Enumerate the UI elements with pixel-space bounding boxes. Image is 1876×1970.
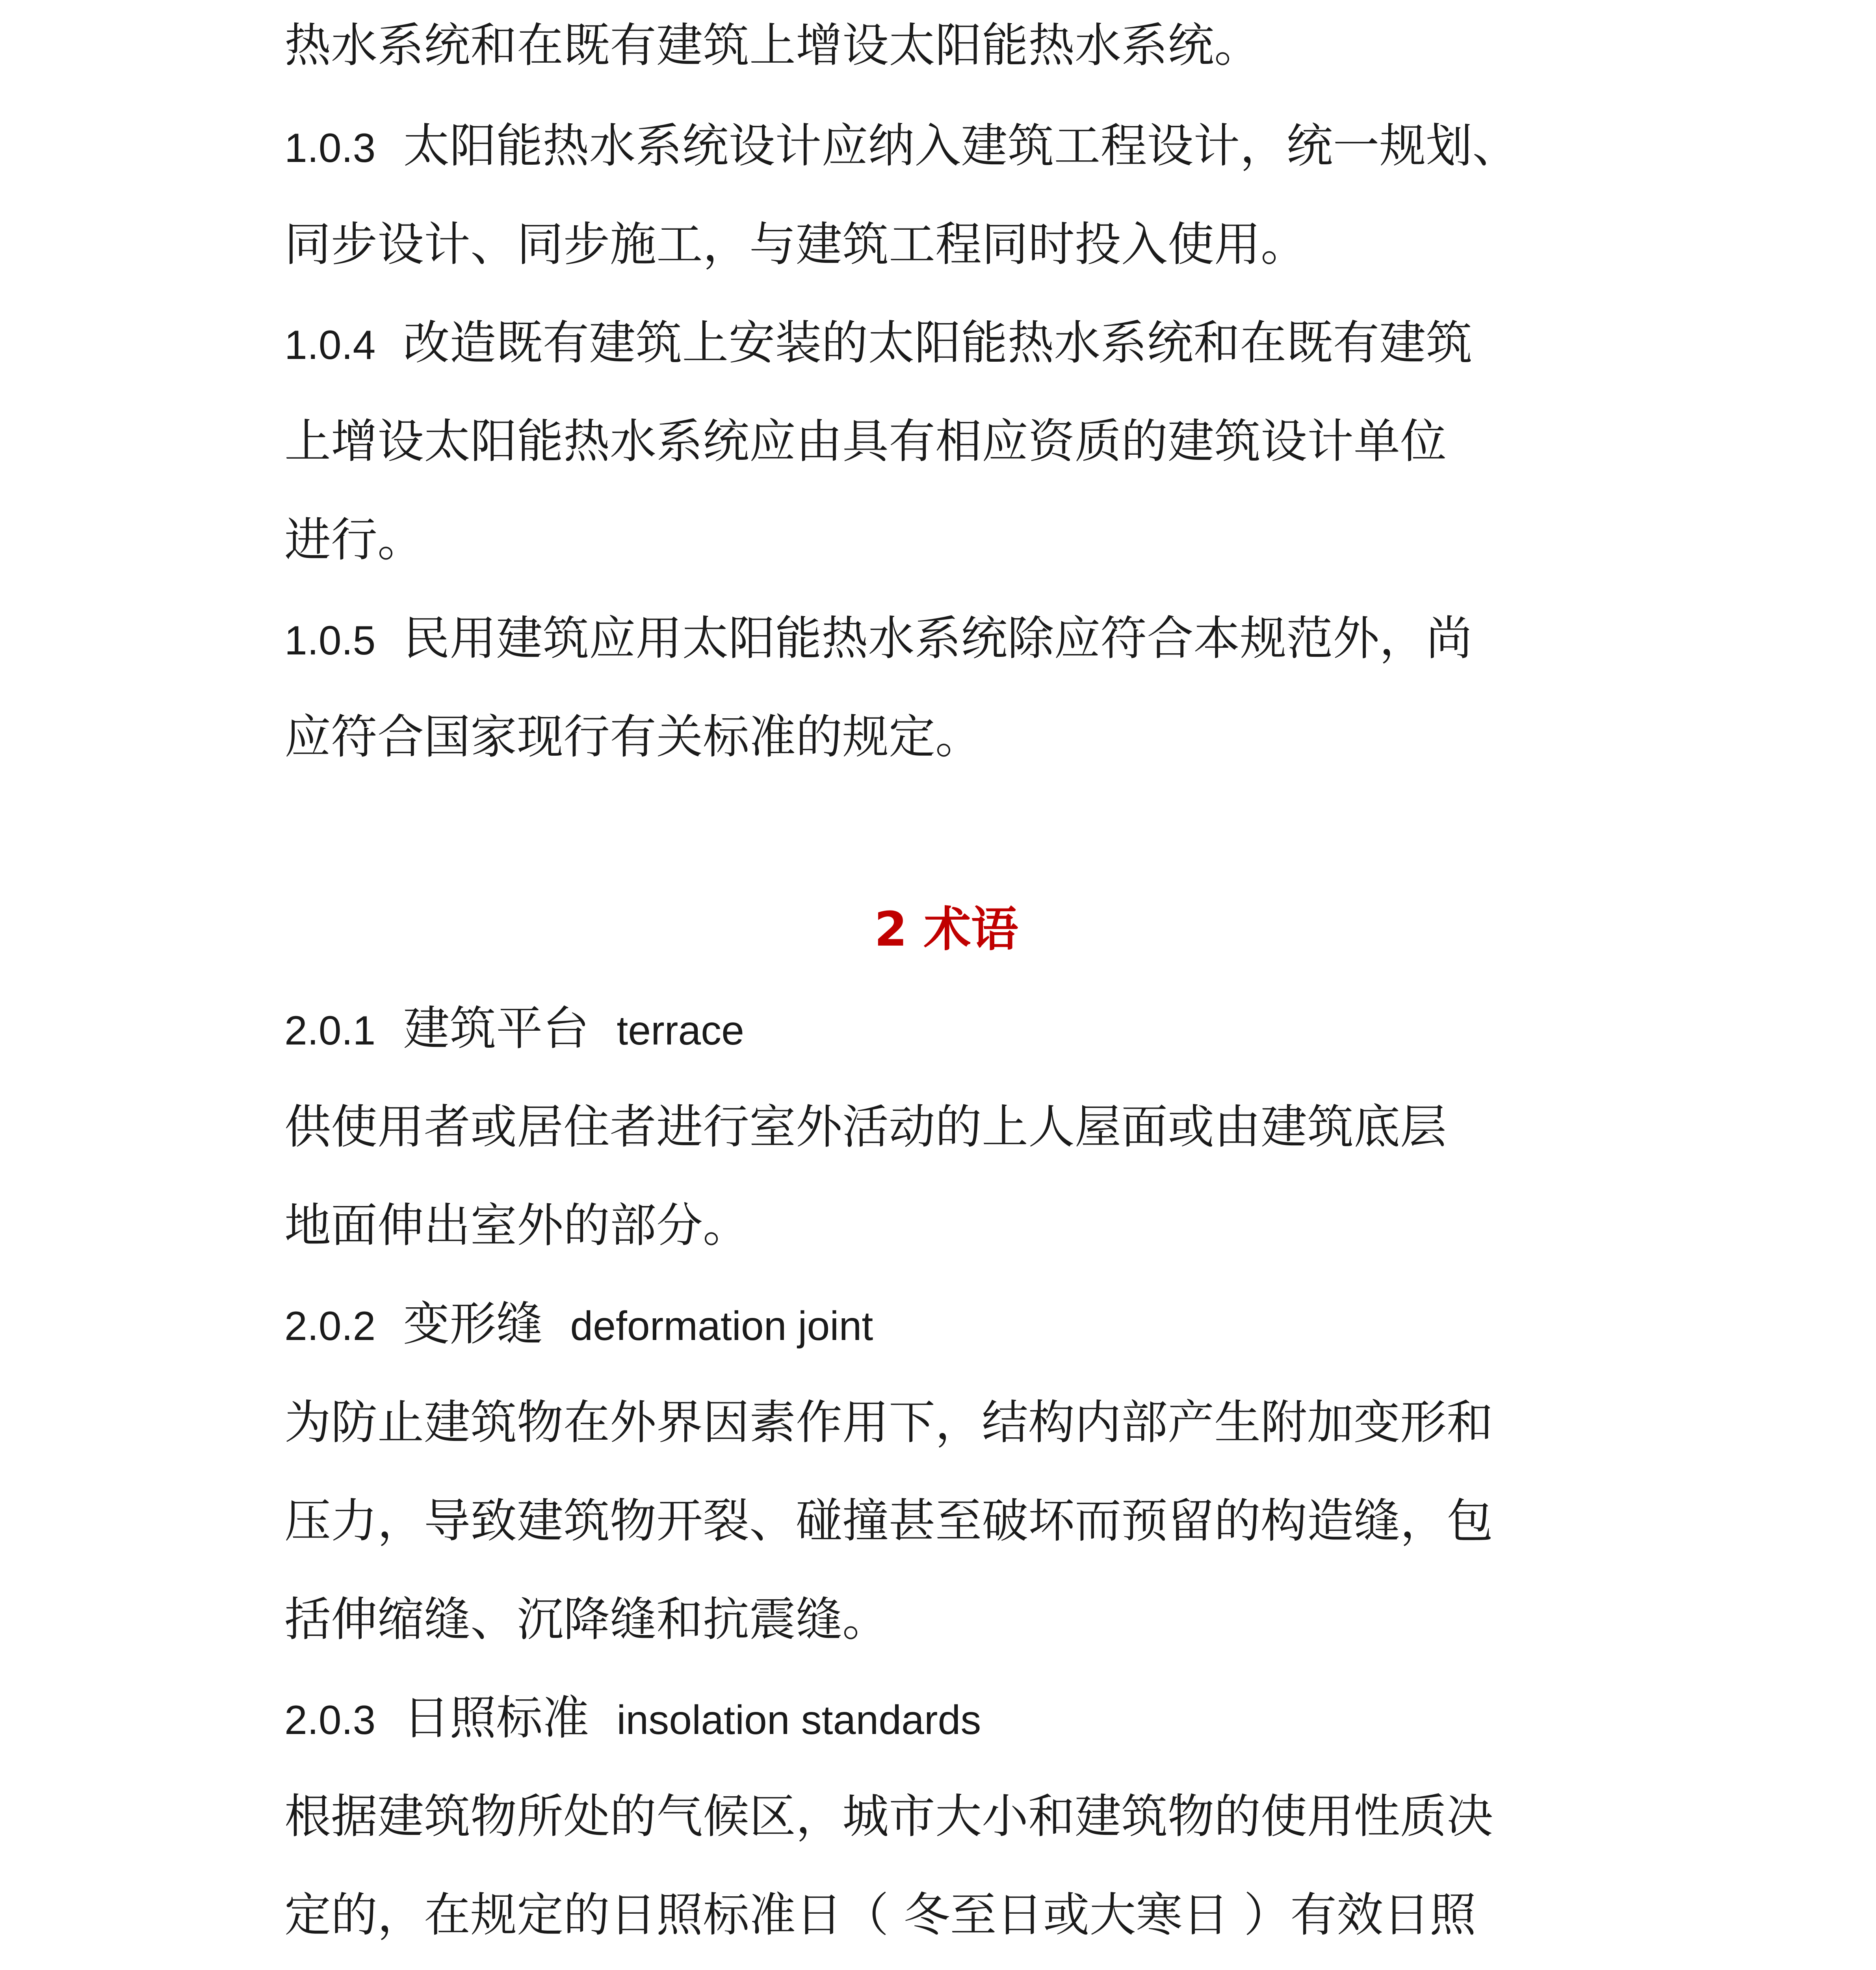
clause-number: 1.0.4 xyxy=(284,322,376,368)
clause-1-0-5-line2: 应符合国家现行有关标准的规定。 xyxy=(284,710,982,764)
clause-1-0-2-continuation: 热水系统和在既有建筑上增设太阳能热水系统。 xyxy=(284,18,1261,72)
clause-1-0-4-line3: 进行。 xyxy=(284,513,424,567)
term-2-0-2-line2: 压力，导致建筑物开裂、碰撞甚至破坏而预留的构造缝，包 xyxy=(284,1494,1493,1548)
section-heading: 2 术语 xyxy=(874,902,1018,957)
term-english: insolation standards xyxy=(617,1697,981,1743)
clause-1-0-3-line1 xyxy=(284,116,1519,175)
term-number: 2.0.3 xyxy=(284,1697,376,1743)
clause-text: 太阳能热水系统设计应纳入建筑工程设计，统一规划、 xyxy=(403,119,1519,173)
clause-1-0-5-line1 xyxy=(284,609,1472,668)
term-2-0-3-line1: 根据建筑物所处的气候区，城市大小和建筑物的使用性质决 xyxy=(284,1789,1493,1844)
clause-number: 1.0.5 xyxy=(284,618,376,663)
term-name: 日照标准 xyxy=(403,1691,589,1745)
clause-1-0-4-line1 xyxy=(284,313,1472,372)
clause-number: 1.0.3 xyxy=(284,125,376,171)
clause-1-0-3-line2: 同步设计、同步施工，与建筑工程同时投入使用。 xyxy=(284,217,1308,271)
term-2-0-2-line1: 为防止建筑物在外界因素作用下，结构内部产生附加变形和 xyxy=(284,1395,1493,1450)
term-2-0-1-title xyxy=(284,999,744,1058)
term-number: 2.0.1 xyxy=(284,1008,376,1054)
clause-text: 民用建筑应用太阳能热水系统除应符合本规范外，尚 xyxy=(403,611,1473,665)
term-2-0-3-line2: 定的，在规定的日照标准日（ 冬至日或大寒日 ）有效日照 xyxy=(284,1888,1477,1942)
term-number: 2.0.2 xyxy=(284,1303,376,1349)
term-2-0-2-line3: 括伸缩缝、沉降缝和抗震缝。 xyxy=(284,1592,889,1647)
term-2-0-1-line2: 地面伸出室外的部分。 xyxy=(284,1198,750,1253)
term-2-0-1-line1: 供使用者或居住者进行室外活动的上人屋面或由建筑底层 xyxy=(284,1100,1447,1154)
term-2-0-3-title xyxy=(284,1688,981,1747)
term-name: 建筑平台 xyxy=(403,1001,589,1056)
term-english: deformation joint xyxy=(570,1303,873,1349)
document-page xyxy=(284,0,1608,1970)
clause-1-0-4-line2: 上增设太阳能热水系统应由具有相应资质的建筑设计单位 xyxy=(284,414,1447,468)
term-2-0-2-title xyxy=(284,1294,873,1353)
term-english: terrace xyxy=(617,1008,745,1054)
term-name: 变形缝 xyxy=(403,1297,543,1351)
clause-text: 改造既有建筑上安装的太阳能热水系统和在既有建筑 xyxy=(403,316,1473,370)
